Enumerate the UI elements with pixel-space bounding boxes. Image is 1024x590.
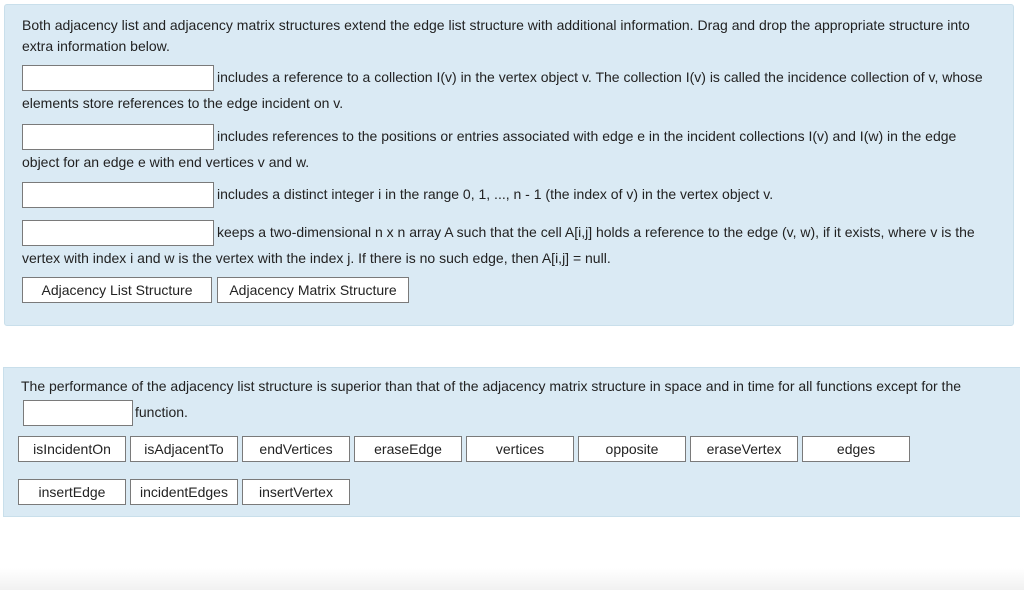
bottom-shade (0, 568, 1024, 590)
option-erasevertex[interactable]: eraseVertex (690, 436, 798, 462)
question-4-text: keeps a two-dimensional n x n array A such that the cell A[i,j] holds a reference to the edge (v, w), if it exists, where v is the vertex with index i and w is the vertex with the index j. If there is no such edge, then A[i,j] = null. (22, 224, 975, 267)
drop-target-1[interactable] (22, 65, 214, 91)
drop-target-2[interactable] (22, 124, 214, 150)
option-edges[interactable]: edges (802, 436, 910, 462)
performance-text-before: The performance of the adjacency list structure is superior than that of the adjacency matrix structure in space and in time for all functions except for the (21, 378, 962, 394)
drop-target-4[interactable] (22, 220, 214, 246)
option-opposite[interactable]: opposite (578, 436, 686, 462)
option-insertedge[interactable]: insertEdge (18, 479, 126, 505)
drop-target-function[interactable] (23, 400, 133, 426)
performance-question-panel (3, 367, 1020, 517)
option-incidentedges[interactable]: incidentEdges (130, 479, 238, 505)
performance-question (21, 373, 1006, 426)
option-isincidenton[interactable]: isIncidentOn (18, 436, 126, 462)
option-insertvertex[interactable]: insertVertex (242, 479, 350, 505)
structure-question-panel (4, 4, 1014, 326)
option-adjacency-matrix-structure[interactable]: Adjacency Matrix Structure (217, 277, 409, 303)
question-3 (22, 182, 997, 208)
question-3-text: includes a distinct integer i in the range 0, 1, ..., n - 1 (the index of v) in the vertex object v. (217, 186, 774, 202)
option-eraseedge[interactable]: eraseEdge (354, 436, 462, 462)
question-2-text: includes references to the positions or entries associated with edge e in the incident collections I(v) and I(w) in the edge object for an edge e with end vertices v and w. (22, 128, 957, 171)
drop-target-3[interactable] (22, 182, 214, 208)
option-isadjacentto[interactable]: isAdjacentTo (130, 436, 238, 462)
option-endvertices[interactable]: endVertices (242, 436, 350, 462)
option-vertices[interactable]: vertices (466, 436, 574, 462)
option-adjacency-list-structure[interactable]: Adjacency List Structure (22, 277, 212, 303)
performance-text-after: function. (135, 404, 188, 420)
question-4 (22, 220, 997, 271)
question-1-text: includes a reference to a collection I(v) in the vertex object v. The collection I(v) is called the incidence collection of v, whose elements store references to the edge incident on v. (22, 69, 983, 112)
question-1 (22, 65, 997, 116)
question-2 (22, 124, 997, 175)
instructions-text: Both adjacency list and adjacency matrix structures extend the edge list structure with additional information. Drag and drop the appropriate structure into extra information below. (22, 17, 970, 54)
